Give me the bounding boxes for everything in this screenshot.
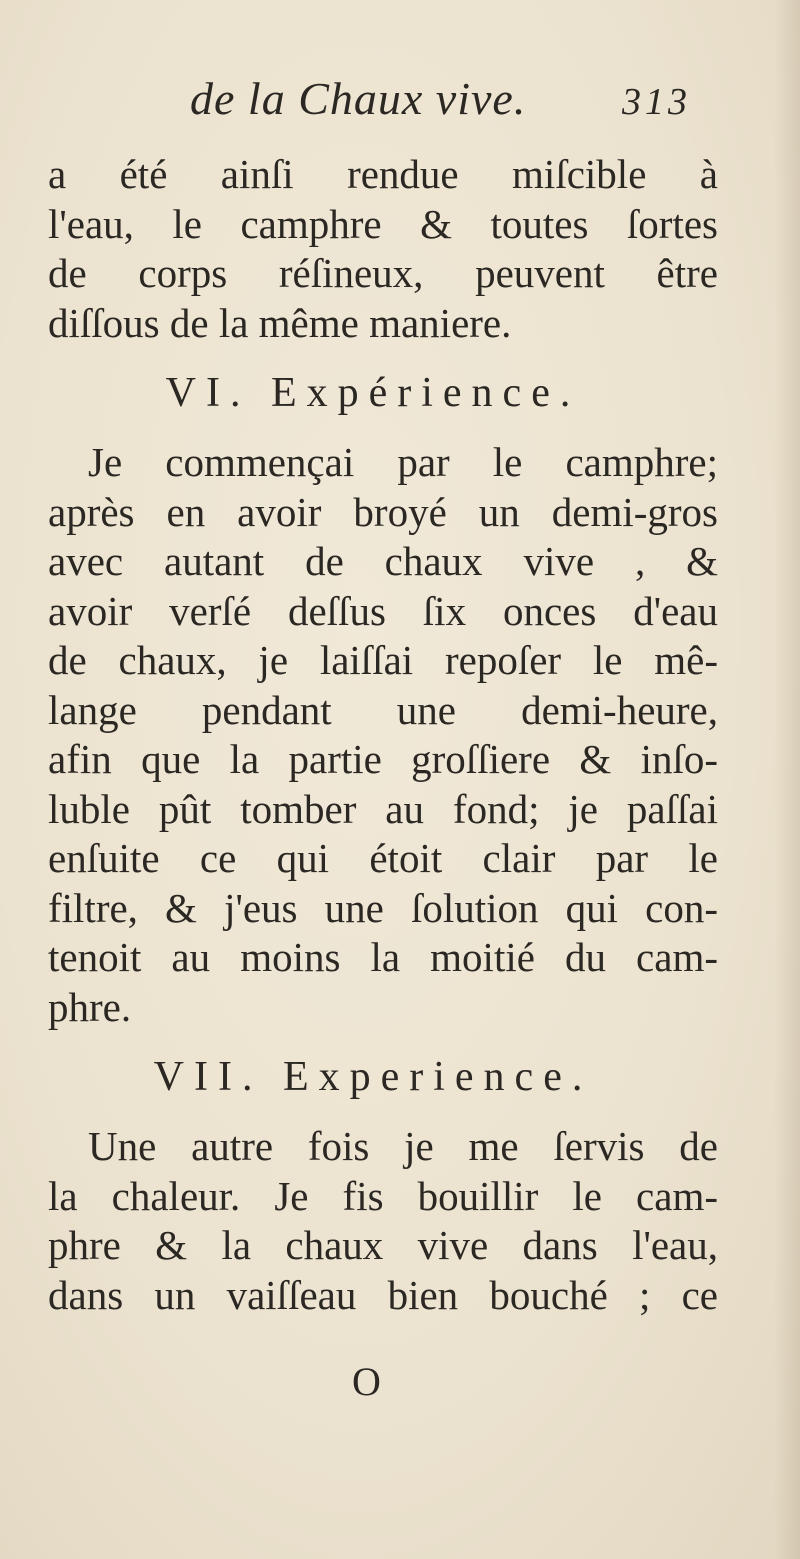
text-line: l'eau, le camphre & toutes ſortes (48, 200, 718, 247)
section-heading-vii: VII. Experience. (153, 1054, 593, 1100)
text-line: phre & la chaux vive dans l'eau, (48, 1222, 718, 1268)
text-line: de chaux, je laiſſai repoſer le mê- (48, 637, 718, 683)
text-line: avec autant de chaux vive , & (48, 538, 718, 584)
text-line: dans un vaiſſeau bien bouché ; ce (48, 1271, 718, 1318)
page-header (0, 72, 800, 132)
text-line: la chaleur. Je fis bouillir le cam- (48, 1172, 718, 1219)
text-line: a été ainſi rendue miſcible à (48, 151, 718, 197)
text-line: lange pendant une demi-heure, (48, 686, 718, 733)
text-line: enſuite ce qui étoit clair par le (48, 835, 718, 881)
text-line: tenoit au moins la moitié du cam- (48, 934, 718, 980)
text-line: filtre, & j'eus une ſolution qui con- (48, 884, 718, 931)
text-line: Je commençai par le camphre; (88, 439, 718, 485)
text-line: afin que la partie groſſiere & inſo- (48, 736, 718, 782)
text-line: de corps réſineux, peuvent être (48, 250, 718, 296)
text-line: luble pût tomber au fond; je paſſai (48, 785, 718, 832)
page-number: 313 (622, 81, 691, 123)
running-title: de la Chaux vive. (190, 73, 527, 124)
page-edge-shadow (774, 0, 800, 1559)
signature-mark: O (352, 1359, 381, 1404)
text-line: diſſous de la même maniere. (48, 299, 512, 346)
text-line: Une autre fois je me ſervis de (88, 1123, 718, 1169)
text-line: avoir verſé deſſus ſix onces d'eau (48, 587, 718, 634)
section-heading-vi: VI. Expérience. (165, 370, 581, 416)
body-text (48, 150, 718, 1320)
text-line: après en avoir broyé un demi-gros (48, 488, 718, 535)
text-line: phre. (48, 983, 132, 1030)
